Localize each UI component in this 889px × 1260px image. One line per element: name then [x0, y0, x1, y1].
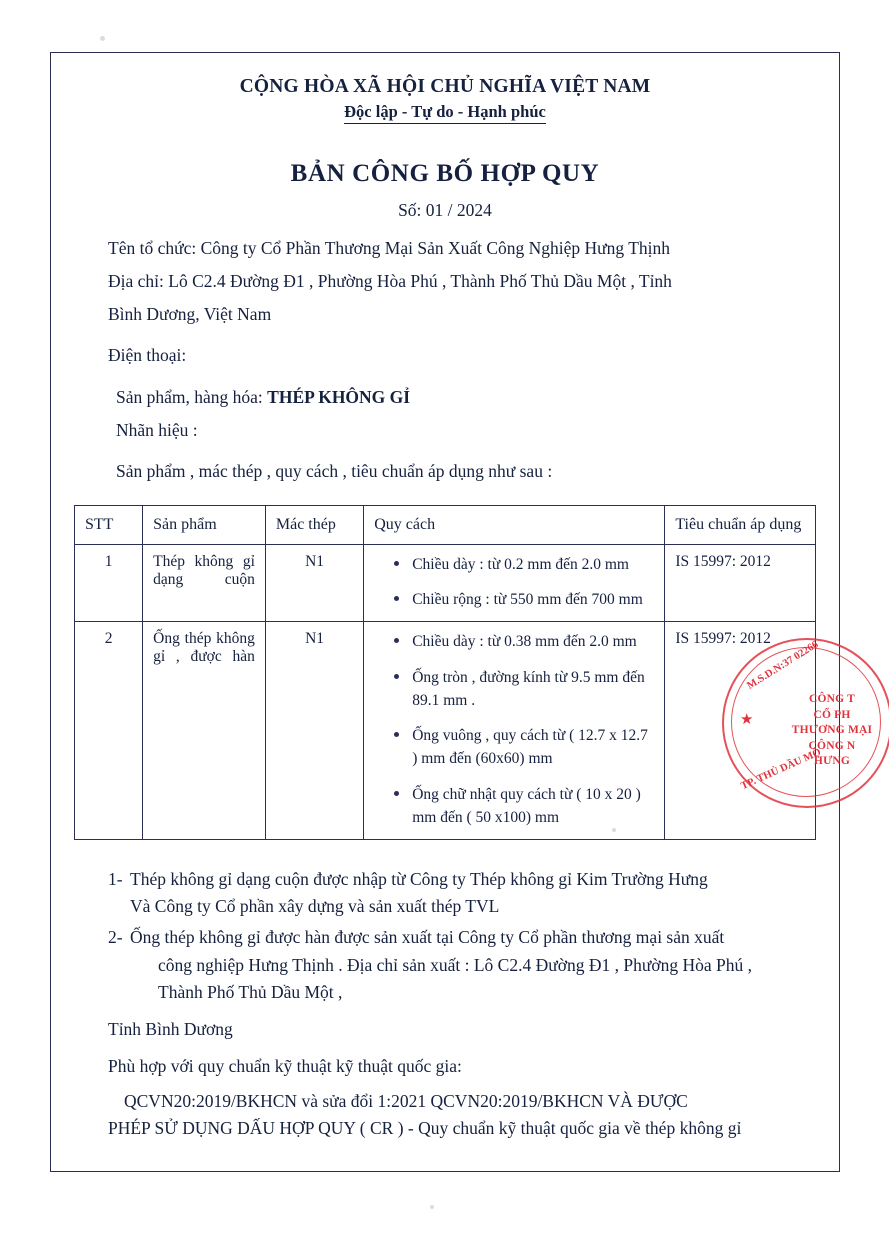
note-line: Và Công ty Cổ phần xây dựng và sản xuất thép TVL — [130, 896, 500, 917]
seal-center-text: CÔNG T CỔ PH THƯƠNG MẠI CÔNG N HƯNG — [791, 693, 873, 768]
paper-smudge — [100, 36, 105, 41]
spec-item: Ống tròn , đường kính từ 9.5 mm đến 89.1 mm . — [394, 666, 654, 713]
table-header-row — [75, 505, 816, 544]
star-icon: ★ — [740, 712, 754, 728]
spec-item: Chiều dày : từ 0.38 mm đến 2.0 mm — [394, 630, 654, 653]
document-number: Số: 01 / 2024 — [398, 200, 492, 220]
cell-product: Ống thép không gỉ , được hàn — [143, 622, 266, 840]
tail-section — [66, 1016, 824, 1143]
table-row — [75, 622, 816, 840]
brand-line: Nhãn hiệu : — [116, 419, 198, 440]
note-line: công nghiệp Hưng Thịnh . Địa chỉ sản xuất : Lô C2.4 Đường Đ1 , Phường Hòa Phú , — [158, 954, 752, 975]
national-title: CỘNG HÒA XÃ HỘI CHỦ NGHĨA VIỆT NAM — [239, 76, 651, 97]
spec-item: Ống chữ nhật quy cách từ ( 10 x 20 ) mm đến ( 50 x100) mm — [394, 783, 654, 830]
conformity-line-1: QCVN20:2019/BKHCN và sửa đổi 1:2021 QCVN20:2019/BKHCN VÀ ĐƯỢC — [124, 1091, 688, 1111]
seal-arc-top: M.S.D.N:37 02266 — [745, 639, 821, 692]
spec-item: Ống vuông , quy cách từ ( 12.7 x 12.7 ) mm đến (60x60) mm — [394, 724, 654, 771]
product-row — [66, 384, 824, 411]
cell-standard: IS 15997: 2012 — [665, 544, 816, 622]
seal-arc-bottom: TP. THỦ DẦU MỘ — [739, 746, 823, 793]
note-line: Thép không gỉ dạng cuộn được nhập từ Công ty Thép không gỉ Kim Trường Hưng — [130, 869, 708, 890]
spec-item: Chiều dày : từ 0.2 mm đến 2.0 mm — [394, 553, 654, 576]
intro-line: Sản phẩm , mác thép , quy cách , tiêu chuẩn áp dụng như sau : — [116, 460, 553, 481]
product-label: Sản phẩm, hàng hóa: — [116, 386, 268, 407]
col-grade: Mác thép — [265, 505, 363, 544]
specification-table — [74, 505, 816, 840]
col-stt: STT — [75, 505, 143, 544]
col-standard: Tiêu chuẩn áp dụng — [665, 505, 816, 544]
col-spec: Quy cách — [364, 505, 665, 544]
col-product: Sản phẩm — [143, 505, 266, 544]
org-address-line2: Bình Dương, Việt Nam — [108, 304, 272, 325]
cell-spec — [364, 544, 665, 622]
conformity-label: Phù hợp với quy chuẩn kỹ thuật kỹ thuật quốc gia: — [108, 1055, 462, 1076]
product-value: THÉP KHÔNG GỈ — [267, 386, 411, 407]
cell-stt: 1 — [75, 544, 143, 622]
national-motto: Độc lập - Tự do - Hạnh phúc — [344, 102, 546, 124]
note-item — [66, 866, 824, 920]
document-title: BẢN CÔNG BỐ HỢP QUY — [290, 160, 600, 187]
table-row — [75, 544, 816, 622]
note-line: Ống thép không gỉ được hàn được sản xuất tại Công ty Cổ phần thương mại sản xuất — [130, 927, 725, 948]
note-text — [130, 924, 810, 1005]
notes-section — [66, 866, 824, 1006]
note-number: 2- — [108, 927, 123, 948]
note-number: 1- — [108, 869, 123, 890]
cell-standard: IS 15997: 2012 — [665, 622, 816, 840]
note-text — [130, 866, 810, 920]
org-phone: Điện thoại: — [108, 345, 187, 366]
note-item — [66, 924, 824, 1005]
cell-grade: N1 — [265, 622, 363, 840]
paper-smudge — [430, 1205, 434, 1209]
document-body — [66, 62, 824, 1142]
province-line: Tỉnh Bình Dương — [108, 1018, 233, 1039]
cell-spec — [364, 622, 665, 840]
org-address-line1: Địa chỉ: Lô C2.4 Đường Đ1 , Phường Hòa Phú , Thành Phố Thủ Dầu Một , Tỉnh — [108, 271, 672, 292]
cell-stt: 2 — [75, 622, 143, 840]
org-name: Tên tổ chức: Công ty Cổ Phần Thương Mại Sản Xuất Công Nghiệp Hưng Thịnh — [108, 238, 671, 258]
spec-item: Chiều rộng : từ 550 mm đến 700 mm — [394, 588, 654, 611]
note-line: Thành Phố Thủ Dầu Một , — [158, 981, 343, 1002]
cell-grade: N1 — [265, 544, 363, 622]
conformity-line-2: PHÉP SỬ DỤNG DẤU HỢP QUY ( CR ) - Quy chuẩn kỹ thuật quốc gia về thép không gỉ — [108, 1118, 742, 1139]
cell-product: Thép không gỉ dạng cuộn — [143, 544, 266, 622]
